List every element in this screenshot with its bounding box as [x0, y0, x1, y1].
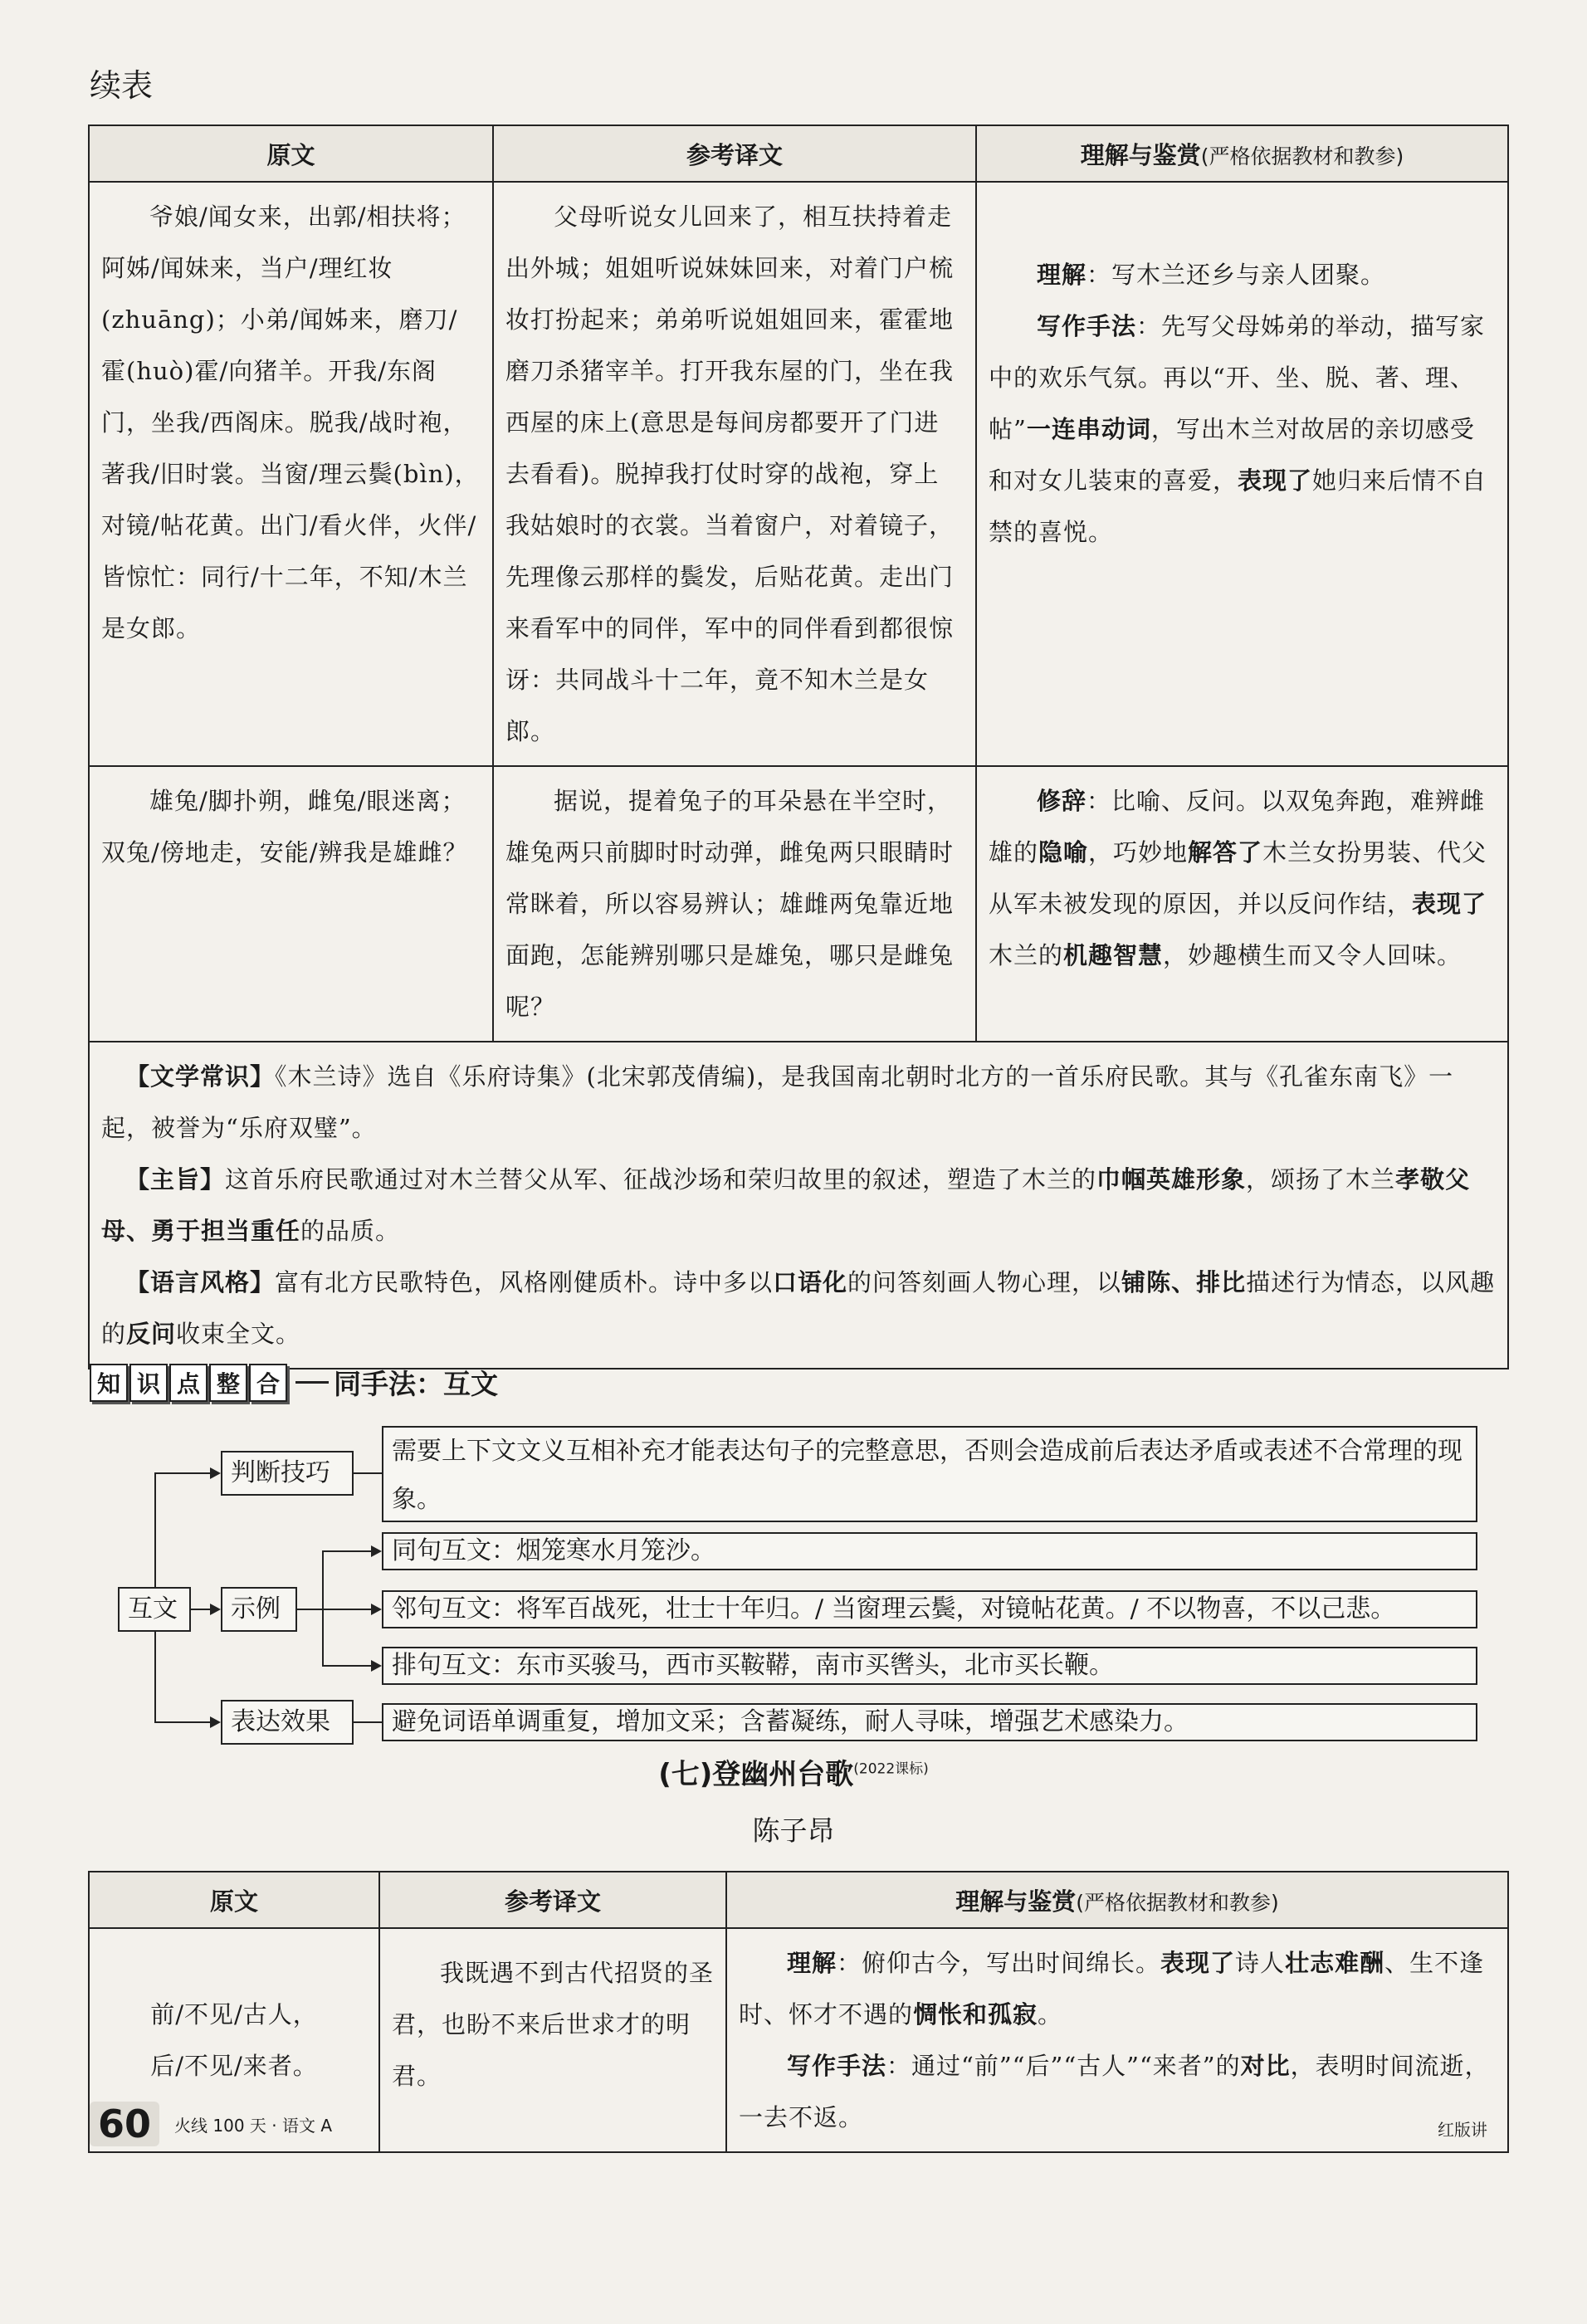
connector	[154, 1632, 156, 1722]
node-effect: 表达效果	[221, 1700, 354, 1745]
example-same-sentence: 同句互文：烟笼寒水月笼沙。	[382, 1532, 1477, 1570]
header-original: 原文	[89, 125, 493, 182]
bar-dash	[295, 1381, 329, 1384]
connector	[324, 1609, 372, 1610]
poem-title: (七)登幽州台歌$^{(2022课标)}$	[658, 1758, 929, 1791]
book-title: 火线 100 天 · 语文 A	[174, 2115, 333, 2136]
judge-text: 需要上下文文义互相补充才能表达句子的完整意思，否则会造成前后表达矛盾或表述不合常理的现象。	[382, 1426, 1477, 1522]
badge-char: 整	[209, 1364, 247, 1402]
connector	[154, 1721, 211, 1723]
header-translation: 参考译文	[379, 1872, 726, 1928]
connector	[322, 1665, 372, 1667]
header-translation: 参考译文	[493, 125, 976, 182]
main-idea: 【主旨】这首乐府民歌通过对木兰替父从军、征战沙场和荣归故里的叙述，塑造了木兰的巾帼英雄形象，颂扬了木兰孝敬父母、勇于担当重任的品质。	[101, 1165, 1471, 1245]
connector	[354, 1472, 382, 1474]
row2-appreciation: 修辞：比喻、反问。以双兔奔跑，难辨雌雄的隐喻，巧妙地解答了木兰女扮男装、代父从军未被发现的原因，并以反问作结，表现了木兰的机趣智慧，妙趣横生而又令人回味。	[976, 766, 1508, 1042]
row1-appreciation: 理解：写木兰还乡与亲人团聚。 写作手法：先写父母姊弟的举动，描写家中的欢乐气氛。再以“开、坐、脱、著、理、帖”一连串动词，写出木兰对故居的亲切感受和对女儿装束的喜爱，表现了她归来后情不自禁的喜悦。	[976, 182, 1508, 766]
literary-knowledge: 【文学常识】《木兰诗》选自《乐府诗集》(北宋郭茂倩编)，是我国南北朝时北方的一首乐府民歌。其与《孔雀东南飞》一起，被誉为“乐府双璧”。	[101, 1062, 1454, 1142]
page-number: 60	[90, 2102, 159, 2146]
example-adjacent-sentence: 邻句互文：将军百战死，壮士十年归。/ 当窗理云鬓，对镜帖花黄。/ 不以物喜，不以己悲。	[382, 1590, 1477, 1628]
knowledge-title: 同手法：互文	[334, 1368, 498, 1400]
connector	[154, 1473, 156, 1587]
node-judge: 判断技巧	[221, 1451, 354, 1496]
language-style: 【语言风格】富有北方民歌特色，风格刚健质朴。诗中多以口语化的问答刻画人物心理，以铺陈、排比描述行为情态，以风趣的反问收束全文。	[101, 1268, 1496, 1348]
page-heading: 续表	[90, 67, 154, 104]
header-appreciation: 理解与鉴赏(严格依据教材和教参)	[726, 1872, 1508, 1928]
effect-text: 避免词语单调重复，增加文采；含蓄凝练，耐人寻味，增强艺术感染力。	[382, 1703, 1477, 1741]
summary-cell	[89, 1042, 1508, 1369]
header-appreciation: 理解与鉴赏(严格依据教材和教参)	[976, 125, 1508, 182]
connector	[297, 1609, 322, 1610]
row1-translation: 父母听说女儿回来了，相互扶持着走出外城；姐姐听说妹妹回来，对着门户梳妆打扮起来；弟弟听说姐姐回来，霍霍地磨刀杀猪宰羊。打开我东屋的门，坐在我西屋的床上(意思是每间房都要开了门进去看看)。脱掉我打仗时穿的战袍，穿上我姑娘时的衣裳。当着窗户，对着镜子，先理像云那样的鬓发，后贴花黄。走出门来看军中的同伴，军中的同伴看到都很惊讶：共同战斗十二年，竟不知木兰是女郎。	[493, 182, 976, 766]
arrow-icon	[210, 1604, 221, 1615]
example-parallel-sentence: 排句互文：东市买骏马，西市买鞍鞯，南市买辔头，北市买长鞭。	[382, 1647, 1477, 1685]
badge-char: 合	[249, 1364, 287, 1402]
footer	[90, 2102, 332, 2146]
row1-original: 爷娘/闻女来，出郭/相扶将；阿姊/闻妹来，当户/理红妆(zhuāng)；小弟/闻姊来，磨刀/霍(huò)霍/向猪羊。开我/东阁门，坐我/西阁床。脱我/战时袍，著我/旧时裳。当窗/理云鬓(bìn)，对镜/帖花黄。出门/看火伴，火伴/皆惊忙：同行/十二年，不知/木兰是女郎。	[89, 182, 493, 766]
header-original: 原文	[89, 1872, 379, 1928]
badge-char: 识	[129, 1364, 168, 1402]
connector	[154, 1472, 211, 1474]
mindmap-root: 互文	[118, 1587, 191, 1632]
poem-line: 后/不见/来者。	[150, 2052, 318, 2080]
arrow-icon	[371, 1660, 382, 1672]
arrow-icon	[210, 1716, 221, 1728]
connector	[191, 1609, 211, 1610]
mulan-table	[88, 124, 1509, 1370]
edition-label: 红版讲	[1438, 2120, 1487, 2140]
knowledge-bar	[90, 1363, 498, 1402]
row2-translation: 据说，提着兔子的耳朵悬在半空时，雄兔两只前脚时时动弹，雌兔两只眼睛时常眯着，所以容易辨认；雄雌两兔靠近地面跑，怎能辨别哪只是雄兔，哪只是雌兔呢？	[493, 766, 976, 1042]
arrow-icon	[210, 1467, 221, 1479]
row2-original: 雄兔/脚扑朔，雌兔/眼迷离；双兔/傍地走，安能/辨我是雄雌？	[89, 766, 493, 1042]
poem-author: 陈子昂	[752, 1814, 835, 1847]
badge-char: 点	[169, 1364, 208, 1402]
node-example: 示例	[221, 1587, 297, 1632]
arrow-icon	[371, 1604, 382, 1615]
badge-char: 知	[90, 1364, 128, 1402]
connector	[322, 1550, 372, 1552]
connector	[354, 1721, 382, 1723]
poem-translation: 我既遇不到古代招贤的圣君，也盼不来后世求才的明君。	[379, 1928, 726, 2152]
poem-line: 前/不见/古人，	[150, 2000, 318, 2029]
poem-appreciation: 理解：俯仰古今，写出时间绵长。表现了诗人壮志难酬、生不逢时、怀才不遇的惆怅和孤寂。 写作手法：通过“前”“后”“古人”“来者”的对比，表明时间流逝，一去不返。	[726, 1928, 1508, 2152]
arrow-icon	[371, 1545, 382, 1557]
